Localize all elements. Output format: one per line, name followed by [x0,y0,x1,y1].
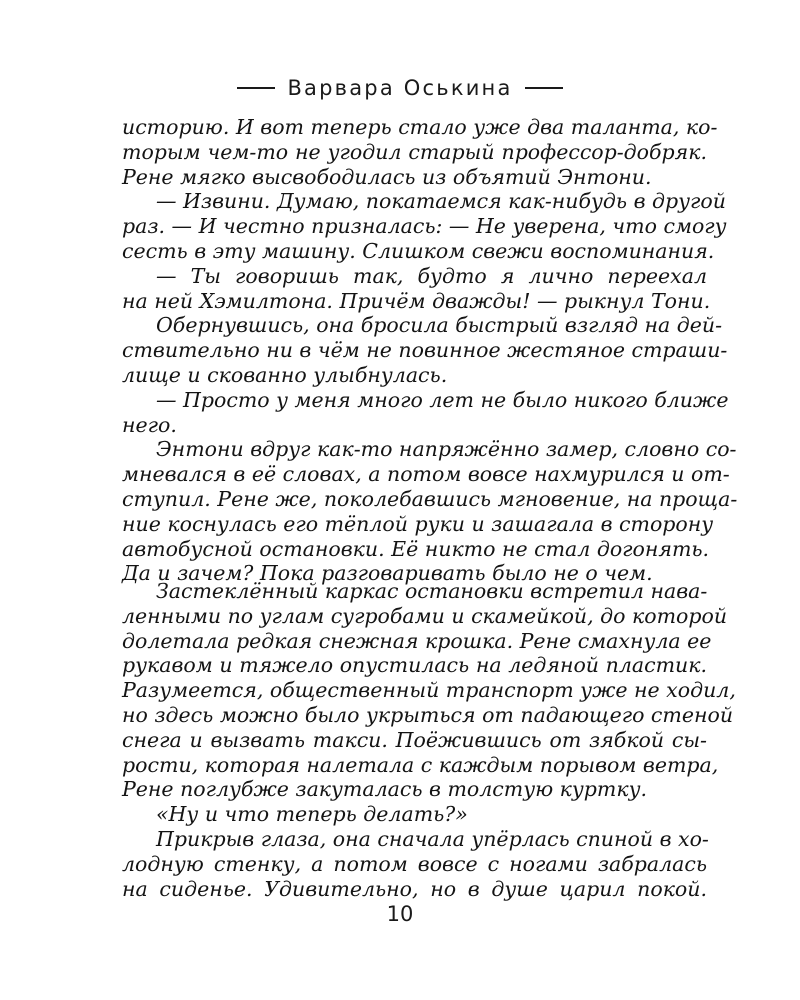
text-block-1 [122,115,738,586]
header-rule-right [525,87,563,89]
text-line: Рене поглубже закуталась в толстую куртку. [122,777,648,802]
text-line: мневался в её словах, а потом вовсе нахмурился и от- [122,462,730,487]
text-line: на ней Хэмилтона. Причём дважды! — рыкнул Тони. [122,288,711,313]
text-line: лодную стенку, а потом вовсе с ногами забралась [122,851,707,876]
text-line: Энтони вдруг как-то напряжённо замер, словно со- [156,437,737,462]
text-line: снега и вызвать такси. Поёжившись от зябкой сы- [122,727,707,752]
text-line: Обернувшись, она бросила быстрый взгляд на дей- [156,313,723,338]
text-line: ние коснулась его тёплой руки и зашагала в сторону [122,511,714,536]
running-header [0,72,800,104]
text-line: рукавом и тяжело опустилась на ледяной пластик. [122,653,707,678]
text-line: Разумеется, общественный транспорт уже не ходил, [122,678,736,703]
text-line: автобусной остановки. Её никто не стал догонять. [122,536,710,561]
text-line: — Просто у меня много лет не было никого ближе [156,387,729,412]
text-line: Прикрыв глаза, она сначала упёрлась спиной в хо- [156,826,709,851]
text-line: но здесь можно было укрыться от падающего стеной [122,702,734,727]
text-line: Да и зачем? Пока разговаривать было не о чем. [122,561,653,586]
text-line: на сиденье. Удивительно, но в душе царил покой. [122,876,707,901]
text-line: сесть в эту машину. Слишком свежи воспоминания. [122,238,715,263]
text-line: рости, которая налетала с каждым порывом ветра, [122,752,719,777]
text-line: лище и скованно улыбнулась. [122,362,448,387]
text-line: «Ну и что теперь делать?» [156,802,468,827]
page-number: 10 [386,902,414,926]
text-line: него. [122,412,177,437]
text-line: ступил. Рене же, поколебавшись мгновение, на проща- [122,486,738,511]
text-line: — Ты говоришь так, будто я лично переехал [156,263,707,288]
text-line: Застеклённый каркас остановки встретил нава- [156,579,708,603]
text-line: торым чем-то не угодил старый профессор-добряк. [122,139,707,164]
text-line: ствительно ни в чём не повинное жестяное страши- [122,338,728,363]
text-block-2 [122,579,736,901]
author-name: Варвара Оськина [287,76,513,100]
text-line: ленными по углам сугробами и скамейкой, до которой [122,603,728,628]
text-line: историю. И вот теперь стало уже два таланта, ко- [122,115,718,139]
text-line: долетала редкая снежная крошка. Рене смахнула ее [122,628,712,653]
text-line: — Извини. Думаю, покатаемся как-нибудь в другой [156,189,726,214]
text-line: Рене мягко высвободилась из объятий Энтони. [122,164,652,189]
header-rule-left [237,87,275,89]
text-line: раз. — И честно призналась: — Не уверена, что смогу [122,214,727,239]
